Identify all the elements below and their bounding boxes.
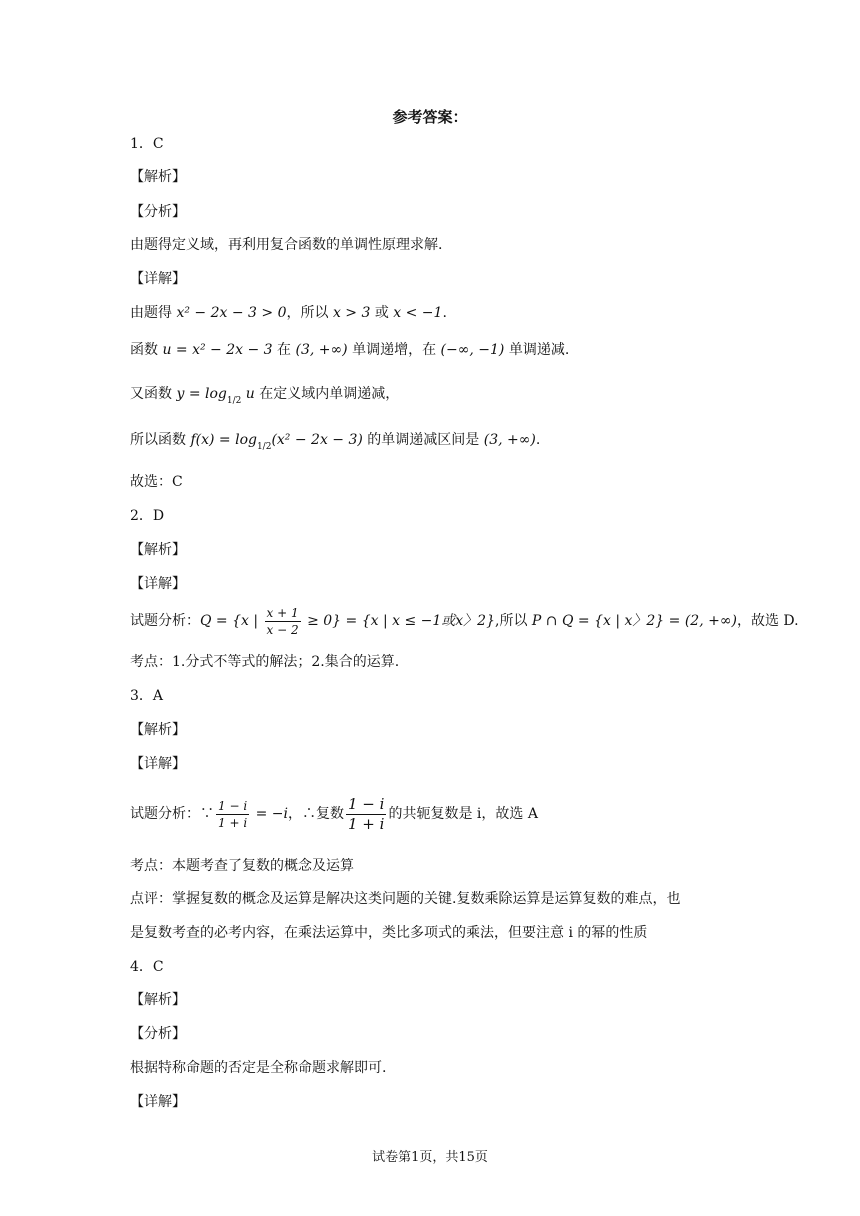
page-title: 参考答案： bbox=[392, 108, 468, 126]
text: ，所以 bbox=[286, 305, 333, 321]
q1-detail-line-4 bbox=[130, 430, 540, 457]
fraction-numerator: 1 − i bbox=[348, 794, 385, 813]
text: 在定义域内单调递减， bbox=[254, 386, 400, 402]
fraction-denominator: x − 2 bbox=[266, 622, 299, 637]
q2-detail-line bbox=[130, 603, 799, 639]
text: 或 bbox=[370, 305, 394, 321]
text: 由题得 bbox=[130, 305, 177, 321]
interval: (3, +∞) bbox=[483, 432, 536, 448]
text: 试题分析：∵ bbox=[130, 806, 214, 822]
q3-dianping-line-2: 是复数考查的必考内容，在乘法运算中，类比多项式的乘法，但要注意 i 的幂的性质 bbox=[130, 925, 648, 941]
math: = −i bbox=[251, 806, 288, 822]
inequality: x² − 2x − 3 > 0 bbox=[176, 305, 287, 321]
q3-dianping-line-1: 点评：掌握复数的概念及运算是解决这类问题的关键.复数乘除运算是运算复数的难点，也 bbox=[130, 891, 681, 907]
q3-detail-line bbox=[130, 792, 538, 836]
fraction-numerator: x + 1 bbox=[266, 605, 299, 620]
interval: (3, +∞) bbox=[295, 342, 348, 358]
q1-fenxi-heading: 【分析】 bbox=[130, 204, 186, 220]
q1-xiangjie-heading: 【详解】 bbox=[130, 271, 186, 287]
fraction-denominator: 1 + i bbox=[218, 815, 248, 830]
math: u = x² − 2x − 3 bbox=[162, 342, 273, 358]
math: x < −1 bbox=[393, 305, 443, 321]
fraction-denominator: 1 + i bbox=[348, 814, 385, 833]
q1-analysis: 由题得定义域，再利用复合函数的单调性原理求解. bbox=[130, 237, 443, 253]
text: 在 bbox=[272, 342, 296, 358]
q2-number: 2．D bbox=[130, 508, 165, 524]
math: y = log bbox=[176, 386, 227, 402]
math: ≥ 0} = {x | x ≤ −1或x〉2} bbox=[302, 613, 495, 629]
q4-xiangjie-heading: 【详解】 bbox=[130, 1094, 186, 1110]
page-footer: 试卷第1页，共15页 bbox=[372, 1150, 488, 1165]
q1-choice: 故选：C bbox=[130, 474, 183, 490]
text: 试题分析： bbox=[130, 613, 200, 629]
log-base: 1/2 bbox=[226, 396, 242, 406]
math: Q = {x | bbox=[200, 613, 263, 629]
q1-jiexi-heading: 【解析】 bbox=[130, 169, 186, 185]
text: 单调递减. bbox=[504, 342, 570, 358]
q3-kaodian: 考点：本题考查了复数的概念及运算 bbox=[130, 858, 354, 874]
q2-jiexi-heading: 【解析】 bbox=[130, 542, 186, 558]
text: 的共轭复数是 i，故选 A bbox=[388, 806, 538, 822]
math: f(x) = log bbox=[190, 432, 257, 448]
text: ，故选 D. bbox=[736, 613, 799, 629]
text: 函数 bbox=[130, 342, 163, 358]
q2-xiangjie-heading: 【详解】 bbox=[130, 576, 186, 592]
fraction-numerator: 1 − i bbox=[218, 798, 248, 813]
q4-jiexi-heading: 【解析】 bbox=[130, 992, 186, 1008]
text: 所以函数 bbox=[130, 432, 191, 448]
q3-number: 3．A bbox=[130, 688, 164, 704]
fraction bbox=[265, 605, 301, 638]
math: P ∩ Q = {x | x〉2} = (2, +∞) bbox=[531, 613, 737, 629]
q3-xiangjie-heading: 【详解】 bbox=[130, 756, 186, 772]
q1-number: 1．C bbox=[130, 136, 164, 152]
interval: (−∞, −1) bbox=[440, 342, 505, 358]
q4-analysis: 根据特称命题的否定是全称命题求解即可. bbox=[130, 1060, 387, 1076]
q2-kaodian: 考点：1.分式不等式的解法；2.集合的运算. bbox=[130, 654, 400, 670]
fraction bbox=[216, 798, 249, 831]
text: ,所以 bbox=[495, 613, 532, 629]
math: (x² − 2x − 3) bbox=[271, 432, 363, 448]
q4-number: 4．C bbox=[130, 959, 164, 975]
math: u bbox=[241, 386, 255, 402]
text: 单调递增，在 bbox=[347, 342, 441, 358]
q1-detail-line-2 bbox=[130, 340, 569, 360]
text: 又函数 bbox=[130, 386, 177, 402]
text: 的单调递减区间是 bbox=[362, 432, 484, 448]
log-base: 1/2 bbox=[256, 442, 272, 452]
q4-fenxi-heading: 【分析】 bbox=[130, 1026, 186, 1042]
q1-detail-line-3 bbox=[130, 384, 399, 411]
fraction bbox=[346, 795, 386, 834]
text: . bbox=[442, 305, 447, 321]
text: . bbox=[535, 432, 541, 448]
text: ，∴复数 bbox=[288, 806, 344, 822]
q1-detail-line-1 bbox=[130, 303, 447, 323]
q3-jiexi-heading: 【解析】 bbox=[130, 722, 186, 738]
math: x > 3 bbox=[332, 305, 371, 321]
